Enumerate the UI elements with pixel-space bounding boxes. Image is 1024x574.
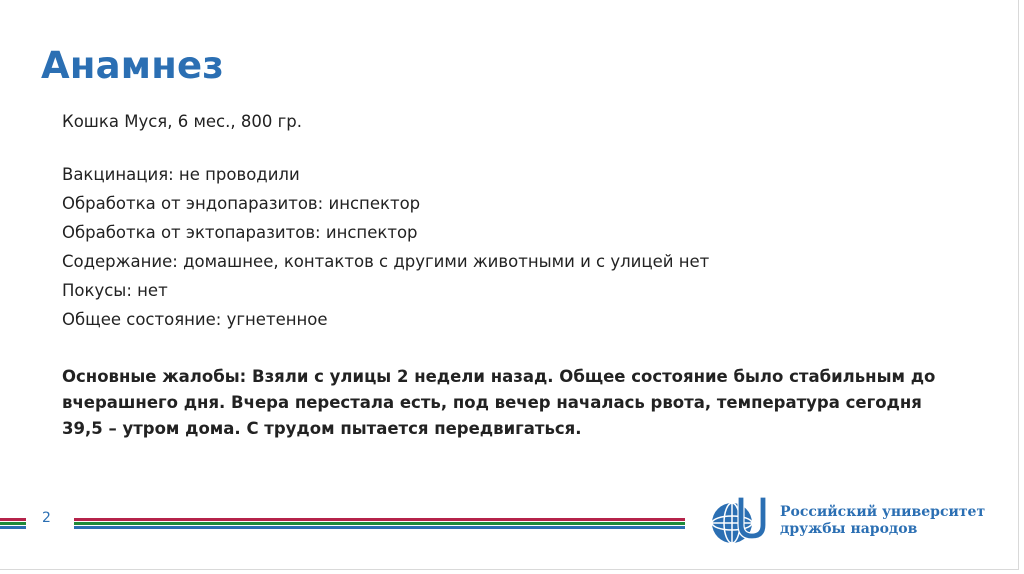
patient-line: Кошка Муся, 6 мес., 800 гр. bbox=[62, 112, 302, 131]
footer-stripe-left-blue bbox=[0, 526, 26, 529]
footer-stripe-red bbox=[74, 518, 685, 521]
slide-content bbox=[62, 107, 962, 442]
slide-title: Анамнез bbox=[41, 44, 224, 87]
rudn-globe-logo-icon bbox=[708, 493, 770, 547]
university-name-line1: Российский университет bbox=[780, 504, 986, 520]
history-line-endoparasites: Обработка от эндопаразитов: инспектор bbox=[62, 194, 421, 213]
footer-stripe-blue bbox=[74, 526, 685, 529]
footer-stripe-left-green bbox=[0, 522, 26, 525]
university-name-line2: дружбы народов bbox=[780, 521, 918, 537]
university-name bbox=[780, 504, 985, 538]
history-line-general-state: Общее состояние: угнетенное bbox=[62, 310, 328, 329]
footer-stripe-green bbox=[74, 522, 685, 525]
history-line-ectoparasites: Обработка от эктопаразитов: инспектор bbox=[62, 223, 418, 242]
history-line-bites: Покусы: нет bbox=[62, 281, 168, 300]
footer-stripe-left-red bbox=[0, 518, 26, 521]
history-line-housing: Содержание: домашнее, контактов с другими животными и с улицей нет bbox=[62, 252, 710, 271]
page-number: 2 bbox=[42, 510, 51, 526]
history-line-vaccination: Вакцинация: не проводили bbox=[62, 165, 300, 184]
complaints-paragraph: Основные жалобы: Взяли с улицы 2 недели назад. Общее состояние было стабильным до вчерашнего дня. Вчера перестала есть, под вечер началась рвота, температура сегодня 39,5 – утром дома. С трудом пытается передвигаться. bbox=[62, 367, 936, 438]
